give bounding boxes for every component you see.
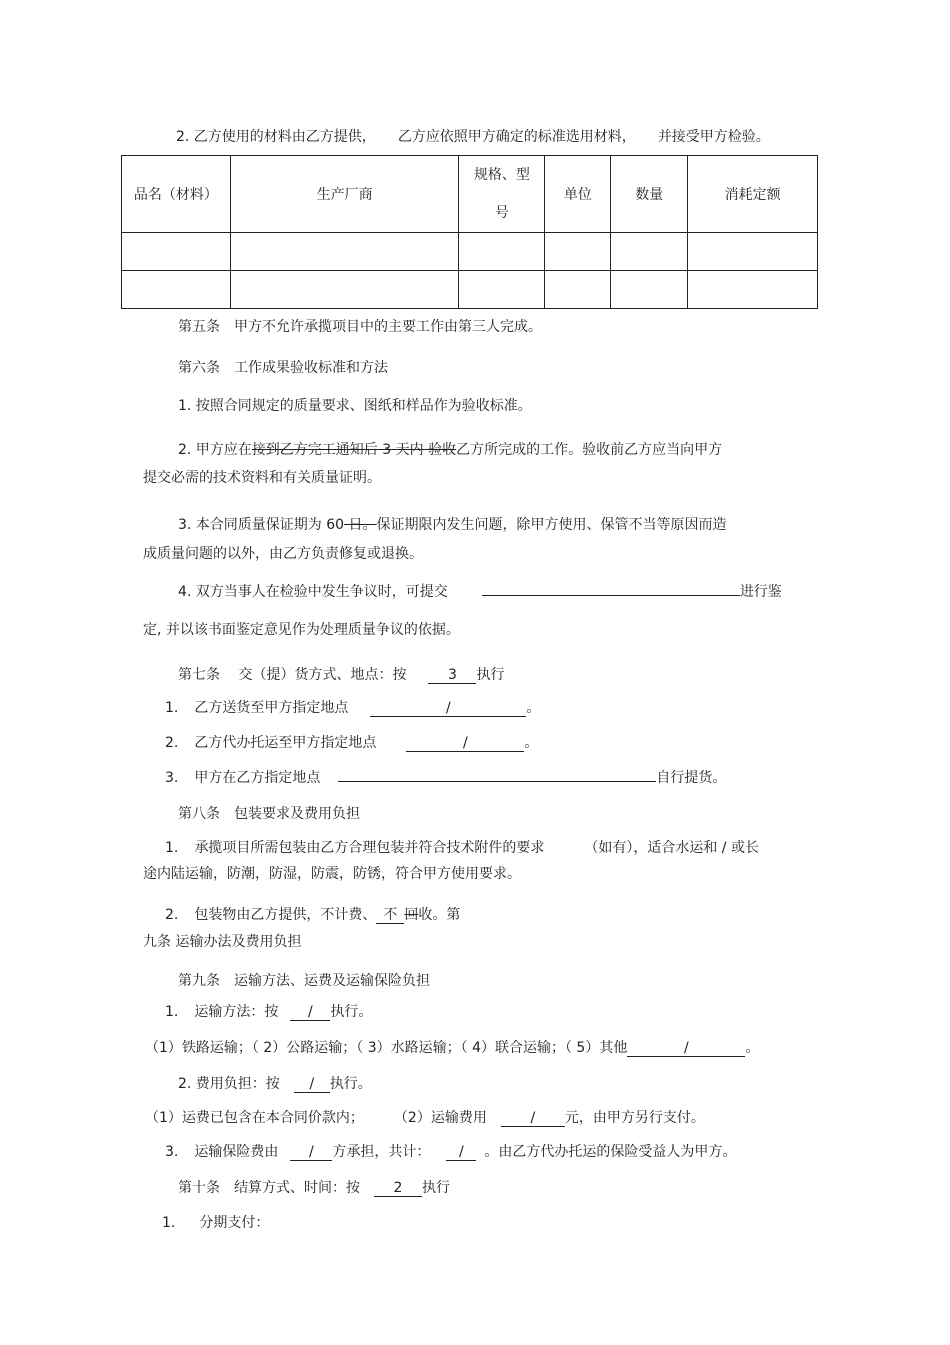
transport-fee-b: （2）运输费用 xyxy=(393,1110,487,1126)
pickup-location-field xyxy=(338,781,656,782)
table-row xyxy=(122,271,818,309)
article-8-title: 第八条 包装要求及费用负担 xyxy=(178,806,360,822)
article-9-item-1 xyxy=(165,1003,372,1021)
article-9-item-3-num: 3. xyxy=(165,1144,179,1160)
table-cell xyxy=(459,233,545,271)
article-9-item-2-a: 2. 费用负担：按 xyxy=(178,1076,280,1092)
article-7-item-1-num: 1. xyxy=(165,700,179,716)
table-cell xyxy=(459,271,545,309)
article-7-item-2-num: 2. xyxy=(165,735,179,751)
header-unit: 单位 xyxy=(545,156,611,233)
table-cell xyxy=(545,233,611,271)
article-8-item-1-line2: 途内陆运输，防潮，防湿，防震，防锈，符合甲方使用要求。 xyxy=(143,866,521,882)
article-6-item-1: 1. 按照合同规定的质量要求、图纸和样品作为验收标准。 xyxy=(178,398,532,414)
table-header-row xyxy=(122,156,818,233)
article-8-item-2-line2: 九条 运输办法及费用负担 xyxy=(143,934,302,950)
article-9-item-3-c: 。由乙方代办托运的保险受益人为甲方。 xyxy=(484,1144,737,1160)
article-8-item-2-a: 包装物由乙方提供，不计费、 xyxy=(194,907,377,923)
article-10-title-a: 第十条 结算方式、时间：按 xyxy=(178,1180,360,1196)
article-7-title-b: 执行 xyxy=(476,667,505,683)
article-6-item-2-line2: 提交必需的技术资料和有关质量证明。 xyxy=(143,470,381,486)
article-6-item-3-struck: 日。 xyxy=(344,517,377,533)
transport-fee-c: 元，由甲方另行支付。 xyxy=(564,1110,705,1126)
header-spec-model xyxy=(459,156,545,233)
article-7-item-1-text: 乙方送货至甲方指定地点 xyxy=(194,700,349,716)
materials-clause-part-b: 乙方应依照甲方确定的标准选用材料， xyxy=(397,129,636,145)
appraisal-body-field xyxy=(482,595,740,596)
transport-fee-value: / xyxy=(501,1110,565,1127)
article-8-item-2-struck: 回 xyxy=(404,907,419,923)
materials-clause-part-a: 2. 乙方使用的材料由乙方提供， xyxy=(176,129,376,145)
article-7-item-3-text: 甲方在乙方指定地点 xyxy=(194,770,321,786)
transport-methods-text: （1）铁路运输；（ 2）公路运输；（ 3）水路运输；（ 4）联合运输；（ 5）其他 xyxy=(145,1040,628,1056)
article-7-item-3 xyxy=(165,769,726,787)
article-9-item-1-b: 执行。 xyxy=(330,1004,373,1020)
insurance-party-value: / xyxy=(290,1144,332,1161)
article-6-title: 第六条 工作成果验收标准和方法 xyxy=(178,360,388,376)
delivery-location-field: / xyxy=(370,700,526,717)
article-8-item-1 xyxy=(165,839,759,857)
fee-burden-value: / xyxy=(294,1076,330,1093)
article-9-item-1-num: 1. xyxy=(165,1004,179,1020)
table-cell xyxy=(230,233,459,271)
article-7-item-1-period: 。 xyxy=(526,700,541,716)
transport-fee-a: （1）运费已包含在本合同价款内； xyxy=(145,1110,364,1126)
table-row xyxy=(122,233,818,271)
header-spec-line1: 规格、型 xyxy=(473,167,530,183)
article-6-item-3-line2: 成质量问题的以外，由乙方负责修复或退换。 xyxy=(143,546,423,562)
article-9-item-1-a: 运输方法：按 xyxy=(194,1004,279,1020)
header-consumption-quota: 消耗定额 xyxy=(688,156,818,233)
article-6-item-2-b: 乙方所完成的工作。验收前乙方应当向甲方 xyxy=(456,442,723,458)
transport-fee-line xyxy=(145,1109,705,1127)
article-10-item-1-num: 1. xyxy=(162,1215,176,1231)
article-6-item-4-a: 4. 双方当事人在检验中发生争议时，可提交 xyxy=(178,584,448,600)
article-7-item-1 xyxy=(165,699,540,717)
other-transport-field: / xyxy=(627,1040,745,1057)
article-9-item-2 xyxy=(178,1075,372,1093)
article-6-item-3-b: 保证期限内发生问题，除甲方使用、保管不当等原因而造 xyxy=(376,517,727,533)
table-cell xyxy=(122,271,231,309)
article-8-item-2-num: 2. xyxy=(165,907,179,923)
article-6-item-3 xyxy=(178,516,727,534)
article-10-item-1-text: 分期支付： xyxy=(199,1215,270,1231)
article-8-item-1-num: 1. xyxy=(165,840,179,856)
article-6-item-2-struck: 接到乙方完工通知后 3 天内 验收 xyxy=(251,442,457,458)
article-7-title xyxy=(178,666,504,684)
article-7-item-2-period: 。 xyxy=(524,735,539,751)
materials-clause-line xyxy=(176,128,770,146)
article-6-item-4-b: 进行鉴 xyxy=(739,584,782,600)
table-cell xyxy=(545,271,611,309)
article-9-item-2-b: 执行。 xyxy=(329,1076,372,1092)
article-8-item-1-b: （如有），适合水运和 / 或长 xyxy=(584,840,759,856)
article-8-item-2-b: 收。第 xyxy=(418,907,461,923)
article-6-item-4 xyxy=(178,583,782,601)
article-9-item-3-a: 运输保险费由 xyxy=(194,1144,279,1160)
table-cell xyxy=(611,271,688,309)
article-7-item-3-end: 自行提货。 xyxy=(656,770,727,786)
transport-methods-end: 。 xyxy=(745,1040,760,1056)
warranty-days-value: 60 xyxy=(326,517,345,533)
article-8-item-2 xyxy=(165,906,460,924)
consign-location-field: / xyxy=(406,735,524,752)
table-cell xyxy=(230,271,459,309)
return-packaging-value: 不 xyxy=(376,907,404,924)
delivery-method-value: 3 xyxy=(428,667,476,684)
materials-table xyxy=(121,155,818,309)
article-9-item-3 xyxy=(165,1143,736,1161)
article-6-item-2-a: 2. 甲方应在 xyxy=(178,442,252,458)
header-product-name: 品名（材料） xyxy=(122,156,231,233)
article-7-item-2 xyxy=(165,734,538,752)
transport-method-value: / xyxy=(290,1004,330,1021)
header-quantity: 数量 xyxy=(611,156,688,233)
header-spec-line2: 号 xyxy=(494,205,509,221)
table-cell xyxy=(122,233,231,271)
article-10-item-1 xyxy=(162,1214,269,1232)
article-10-title xyxy=(178,1179,450,1197)
header-manufacturer: 生产厂商 xyxy=(230,156,459,233)
article-7-item-3-num: 3. xyxy=(165,770,179,786)
table-cell xyxy=(688,233,818,271)
article-7-title-a: 第七条 交（提）货方式、地点：按 xyxy=(178,667,407,683)
materials-clause-part-c: 并接受甲方检验。 xyxy=(657,129,770,145)
article-6-item-3-a: 3. 本合同质量保证期为 xyxy=(178,517,327,533)
transport-methods-line xyxy=(145,1039,759,1057)
insurance-total-value: / xyxy=(446,1144,476,1161)
article-9-title: 第九条 运输方法、运费及运输保险负担 xyxy=(178,973,430,989)
article-10-title-b: 执行 xyxy=(422,1180,450,1196)
article-8-item-1-a: 承揽项目所需包装由乙方合理包装并符合技术附件的要求 xyxy=(194,840,545,856)
article-5: 第五条 甲方不允许承揽项目中的主要工作由第三人完成。 xyxy=(178,319,542,335)
table-cell xyxy=(611,233,688,271)
article-9-item-3-b: 方承担，共计： xyxy=(332,1144,431,1160)
article-6-item-2 xyxy=(178,441,722,459)
settlement-method-value: 2 xyxy=(374,1180,422,1197)
table-cell xyxy=(688,271,818,309)
article-7-item-2-text: 乙方代办托运至甲方指定地点 xyxy=(194,735,377,751)
article-6-item-4-line2: 定, 并以该书面鉴定意见作为处理质量争议的依据。 xyxy=(143,622,460,638)
